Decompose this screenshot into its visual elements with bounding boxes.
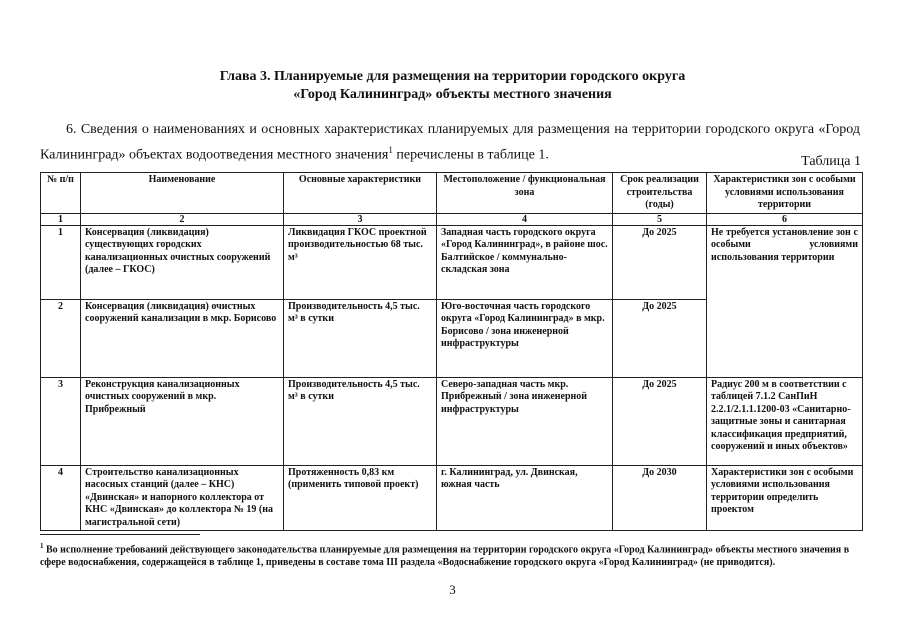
object-location: Западная часть городского округа «Город Калининград», в районе шос. Балтийское / коммунально-складская зона: [437, 225, 613, 299]
page-number: 3: [449, 582, 456, 597]
col-number: 4: [437, 213, 613, 225]
object-characteristics: Производительность 4,5 тыс. м³ в сутки: [284, 299, 437, 377]
object-characteristics: Протяженность 0,83 км (применить типовой проект): [284, 465, 437, 531]
chapter-title-line2: «Город Калининград» объекты местного значения: [293, 87, 612, 102]
footnote: [40, 540, 862, 569]
col-number: 5: [613, 213, 707, 225]
row-number: 3: [41, 377, 81, 465]
footnote-text: Во исполнение требований действующего законодательства планируемые для размещения на территории городского округа «Город Калининград» объекты местного значения в сфере водоснабжения, содержащейся в таблице 1, приведены в составе тома III раздела «Водоснабжение городского округа «Город Калининград» (не приводится).: [40, 544, 850, 569]
row-number: 1: [41, 225, 81, 299]
intro-text: 6. Сведения о наименованиях и основных характеристиках планируемых для размещения на территории городского округа «Город Калининград» объектах водоотведения местного значения: [40, 122, 860, 163]
table-row: [41, 225, 863, 299]
footnote-separator: [40, 534, 200, 535]
header-name: Наименование: [81, 173, 284, 214]
object-characteristics: Производительность 4,5 тыс. м³ в сутки: [284, 377, 437, 465]
column-number-row: [41, 213, 863, 225]
footnote-reference[interactable]: 1: [388, 145, 393, 155]
object-name: Строительство канализационных насосных станций (далее – КНС) «Двинская» и напорного коллектора от КНС «Двинская» до коллектора № 19 (на магистральной сети): [81, 465, 284, 531]
header-location: Местоположение / функциональная зона: [437, 173, 613, 214]
col-number: 2: [81, 213, 284, 225]
row-number: 2: [41, 299, 81, 377]
table-row: [41, 465, 863, 531]
intro-paragraph: [40, 120, 860, 166]
object-name: Реконструкция канализационных очистных сооружений в мкр. Прибрежный: [81, 377, 284, 465]
col-number: 6: [707, 213, 863, 225]
object-name: Консервация (ликвидация) очистных сооружений канализации в мкр. Борисово: [81, 299, 284, 377]
object-term: До 2030: [613, 465, 707, 531]
header-zones: Характеристики зон с особыми условиями использования территории: [707, 173, 863, 214]
object-location: г. Калининград, ул. Двинская, южная часть: [437, 465, 613, 531]
object-zones: Радиус 200 м в соответствии с таблицей 7.1.2 СанПиН 2.2.1/2.1.1.1200-03 «Санитарно-защитные зоны и санитарная классификация предприятий, сооружений и иных объектов»: [707, 377, 863, 465]
object-characteristics: Ликвидация ГКОС проектной производительностью 68 тыс. м³: [284, 225, 437, 299]
row-number: 4: [41, 465, 81, 531]
table-header-row: [41, 173, 863, 214]
header-characteristics: Основные характеристики: [284, 173, 437, 214]
table-row: [41, 377, 863, 465]
object-location: Северо-западная часть мкр. Прибрежный / зона инженерной инфраструктуры: [437, 377, 613, 465]
object-term: До 2025: [613, 299, 707, 377]
object-name: Консервация (ликвидация) существующих городских канализационных очистных сооружений (далее – ГКОС): [81, 225, 284, 299]
objects-table: [40, 172, 863, 531]
col-number: 3: [284, 213, 437, 225]
object-zones: Не требуется установление зон с особыми условиями использования территории: [707, 225, 863, 377]
header-term: Срок реализации строительства (годы): [613, 173, 707, 214]
object-term: До 2025: [613, 225, 707, 299]
object-location: Юго-восточная часть городского округа «Город Калининград» в мкр. Борисово / зона инженерной инфраструктуры: [437, 299, 613, 377]
table-caption: Таблица 1: [801, 154, 861, 169]
chapter-title-line1: Глава 3. Планируемые для размещения на территории городского округа: [219, 69, 686, 84]
col-number: 1: [41, 213, 81, 225]
footnote-mark: 1: [40, 542, 44, 550]
object-zones: Характеристики зон с особыми условиями использования территории определить проектом: [707, 465, 863, 531]
intro-text-end: перечислены в таблице 1.: [392, 147, 549, 163]
header-num: № п/п: [41, 173, 81, 214]
object-term: До 2025: [613, 377, 707, 465]
